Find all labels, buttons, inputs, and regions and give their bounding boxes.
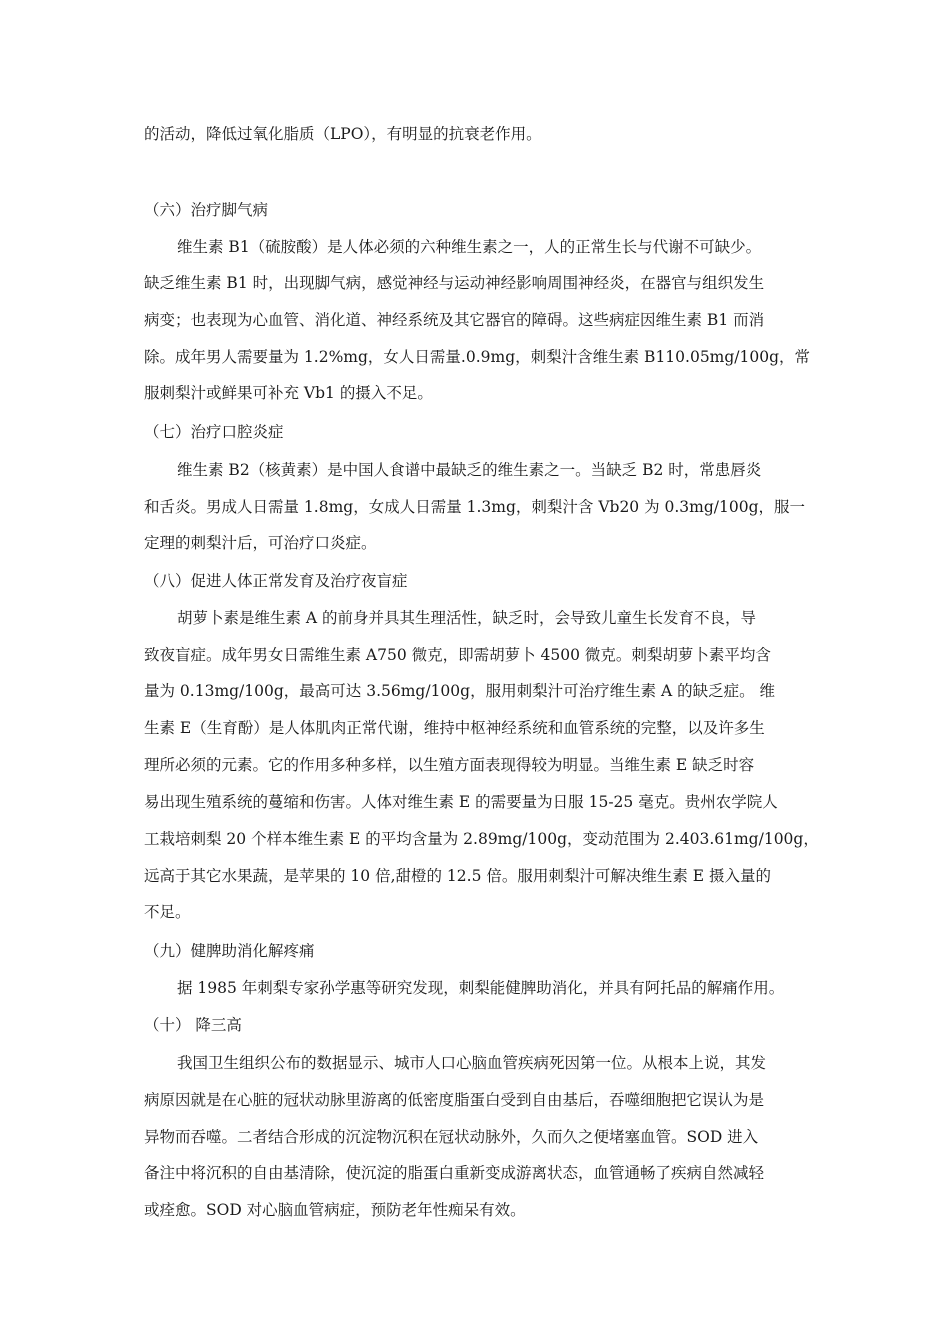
paragraph-line: 不足。 — [144, 903, 191, 921]
paragraph-line: 或痊愈。SOD 对心脑血管病症，预防老年性痴呆有效。 — [144, 1201, 526, 1219]
paragraph-line: 服刺梨汁或鲜果可补充 Vb1 的摄入不足。 — [144, 384, 433, 402]
paragraph-line: 远高于其它水果蔬，是苹果的 10 倍,甜橙的 12.5 倍。服用刺梨汁可解决维生素 E 摄入量的 — [144, 867, 772, 885]
paragraph-line: 维生素 B1（硫胺酸）是人体必须的六种维生素之一，人的正常生长与代谢不可缺少。 — [177, 238, 762, 256]
paragraph-line: 量为 0.13mg/100g，最高可达 3.56mg/100g，服用刺梨汁可治疗维生素 A 的缺乏症。 维 — [144, 682, 776, 700]
section-heading: （九）健脾助消化解疼痛 — [144, 942, 315, 960]
section-heading: （十） 降三高 — [144, 1016, 242, 1034]
section-heading: （六）治疗脚气病 — [144, 201, 269, 219]
paragraph-line: 易出现生殖系统的蔓缩和伤害。人体对维生素 E 的需要量为日服 15-25 毫克。贵州农学院人 — [144, 793, 778, 811]
paragraph-line: 异物而吞噬。二者结合形成的沉淀物沉积在冠状动脉外，久而久之便堵塞血管。SOD 进入 — [144, 1128, 759, 1146]
paragraph-line: 定理的刺梨汁后，可治疗口炎症。 — [144, 534, 377, 552]
paragraph-line: 生素 E（生育酚）是人体肌肉正常代谢，维持中枢神经系统和血管系统的完整，以及许多生 — [144, 719, 765, 737]
paragraph-line: 病变；也表现为心血管、消化道、神经系统及其它器官的障碍。这些病症因维生素 B1 而消 — [144, 311, 765, 329]
paragraph-line: 工栽培刺梨 20 个样本维生素 E 的平均含量为 2.89mg/100g，变动范围为 2.403.61mg/100g， — [144, 830, 819, 848]
paragraph-line: 病原因就是在心脏的冠状动脉里游离的低密度脂蛋白受到自由基后，吞噬细胞把它误认为是 — [144, 1091, 765, 1109]
paragraph-line: 据 1985 年刺梨专家孙学惠等研究发现，刺梨能健脾助消化，并具有阿托品的解痛作用。 — [177, 979, 785, 997]
paragraph-line: 致夜盲症。成年男女日需维生素 A750 微克，即需胡萝卜 4500 微克。刺梨胡萝卜素平均含 — [144, 646, 771, 664]
section-heading: （八）促进人体正常发育及治疗夜盲症 — [144, 572, 408, 590]
paragraph-line: 和舌炎。男成人日需量 1.8mg，女成人日需量 1.3mg，刺梨汁含 Vb20 为 0.3mg/100g，服一 — [144, 498, 806, 516]
paragraph-line: 除。成年男人需要量为 1.2%mg，女人日需量.0.9mg，刺梨汁含维生素 B110.05mg/100g，常 — [144, 348, 811, 366]
paragraph-line: 缺乏维生素 B1 时，出现脚气病，感觉神经与运动神经影响周围神经炎，在器官与组织发生 — [144, 274, 765, 292]
paragraph-line: 备注中将沉积的自由基清除，使沉淀的脂蛋白重新变成游离状态，血管通畅了疾病自然减轻 — [144, 1164, 765, 1182]
paragraph-line: 我国卫生组织公布的数据显示、城市人口心脑血管疾病死因第一位。从根本上说，其发 — [177, 1054, 767, 1072]
paragraph-line: 的活动，降低过氧化脂质（LPO），有明显的抗衰老作用。 — [144, 125, 542, 143]
paragraph-line: 理所必须的元素。它的作用多种多样，以生殖方面表现得较为明显。当维生素 E 缺乏时容 — [144, 756, 755, 774]
section-heading: （七）治疗口腔炎症 — [144, 423, 284, 441]
paragraph-line: 维生素 B2（核黄素）是中国人食谱中最缺乏的维生素之一。当缺乏 B2 时，常患唇炎 — [177, 461, 762, 479]
paragraph-line: 胡萝卜素是维生素 A 的前身并具其生理活性，缺乏时，会导致儿童生长发育不良，导 — [177, 609, 757, 627]
